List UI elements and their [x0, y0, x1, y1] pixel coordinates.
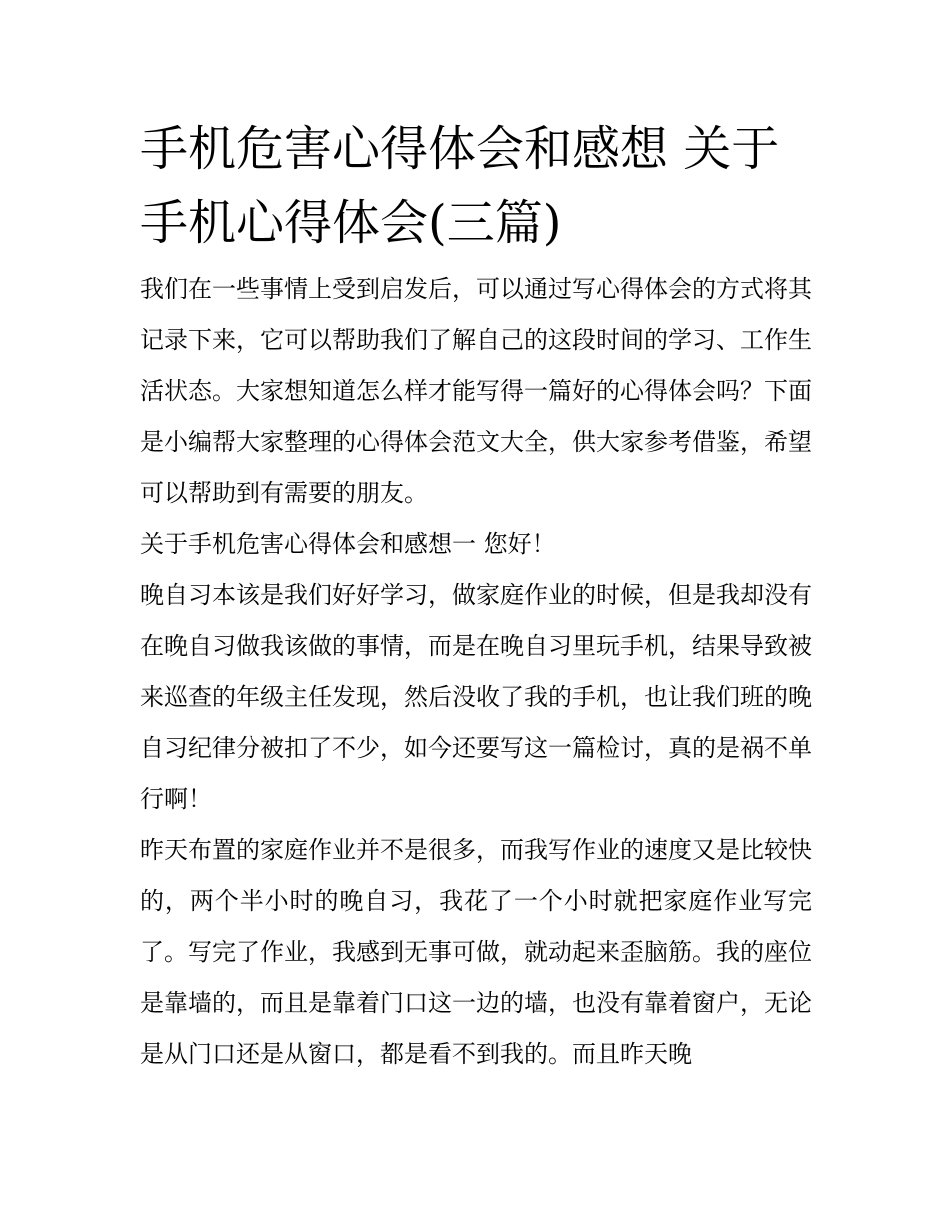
document-title: 手机危害心得体会和感想 关于手机心得体会(三篇) [140, 121, 780, 251]
section-heading-paragraph: 关于手机危害心得体会和感想一 您好！ [140, 530, 556, 558]
body-paragraph: 昨天布置的家庭作业并不是很多，而我写作业的速度又是比较快的，两个半小时的晚自习，我花了一个小时就把家庭作业写完了。写完了作业，我感到无事可做，就动起来歪脑筋。我的座位是靠墙的，而且是靠着门口这一边的墙，也没有靠着窗户，无论是从门口还是从窗口，都是看不到我的。而且昨天晚 [140, 836, 812, 1068]
body-paragraph: 晚自习本该是我们好好学习，做家庭作业的时候，但是我却没有在晚自习做我该做的事情，而是在晚自习里玩手机，结果导致被来巡查的年级主任发现，然后没收了我的手机，也让我们班的晚自习纪律分被扣了不少，如今还要写这一篇检讨，真的是祸不单行啊！ [140, 581, 812, 813]
document-page [140, 112, 812, 1080]
intro-paragraph: 我们在一些事情上受到启发后，可以通过写心得体会的方式将其记录下来，它可以帮助我们了解自己的这段时间的学习、工作生活状态。大家想知道怎么样才能写得一篇好的心得体会吗？下面是小编帮大家整理的心得体会范文大全，供大家参考借鉴，希望可以帮助到有需要的朋友。 [140, 275, 812, 507]
